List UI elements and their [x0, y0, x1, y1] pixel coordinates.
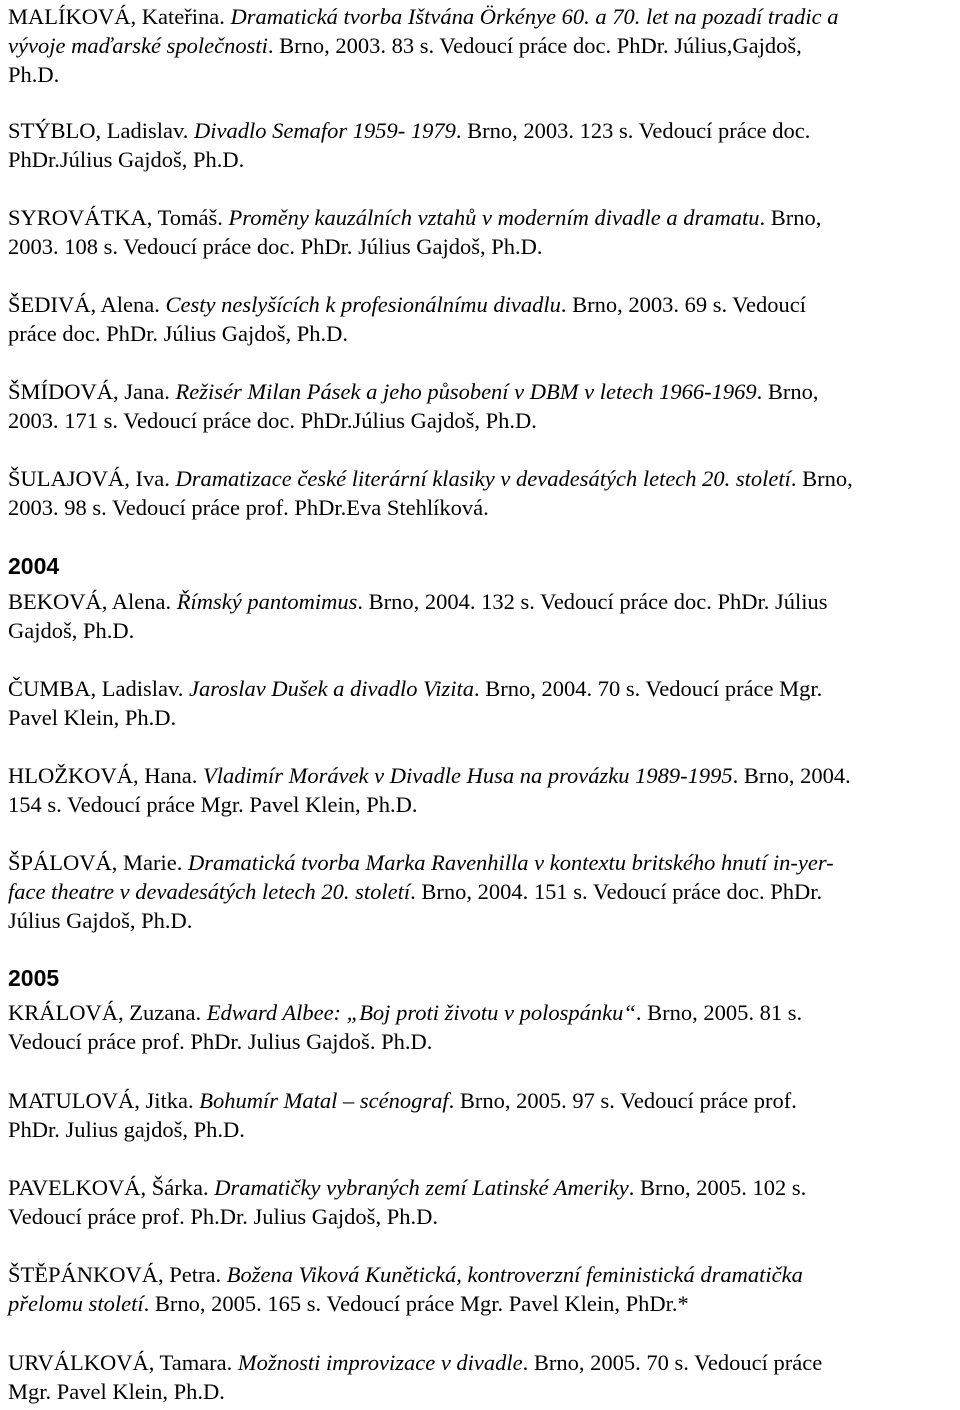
entry-title-text: Edward Albee: „Boj proti životu v polospánku“ — [206, 1000, 636, 1025]
entry-text: . Brno, 2005. 81 s. — [635, 1000, 803, 1025]
entry-title-text: Bohumír Matal – scénograf — [199, 1088, 449, 1113]
entry-text: KRÁLOVÁ, Zuzana. — [8, 1000, 207, 1025]
entry-title-text: Cesty neslyšících k profesionálnímu divadlu — [165, 292, 561, 317]
entry-text: ŠULAJOVÁ, Iva. — [8, 466, 176, 491]
entry-text: ŠTĚPÁNKOVÁ, Petra. — [8, 1262, 227, 1287]
entry-text: . Brno, 2003. 83 s. Vedoucí práce doc. PhDr. Július,Gajdoš, — [267, 33, 802, 58]
bib-entry-cumba-line-2 — [8, 705, 176, 731]
entry-title-text: Možnosti improvizace v divadle — [237, 1350, 523, 1375]
bib-entry-syrovatka-line-2 — [8, 234, 543, 260]
entry-text: ŠEDIVÁ, Alena. — [8, 292, 166, 317]
bib-entry-spalova-line-3 — [8, 908, 192, 934]
bib-entry-styblo-line-2 — [8, 147, 244, 173]
year-heading-2005: 2005 — [8, 965, 60, 991]
entry-text: . Brno, 2005. 97 s. Vedoucí práce prof. — [448, 1088, 797, 1113]
bib-entry-bekova-line-1 — [8, 589, 828, 615]
entry-text: . Brno, 2005. 70 s. Vedoucí práce — [522, 1350, 823, 1375]
entry-text: Vedoucí práce prof. PhDr. Julius Gajdoš. Ph.D. — [8, 1029, 433, 1054]
entry-text: BEKOVÁ, Alena. — [8, 589, 177, 614]
bib-entry-stepankova-line-2 — [8, 1291, 689, 1317]
entry-text: . Brno, 2005. 165 s. Vedoucí práce Mgr. Pavel Klein, PhDr.* — [143, 1291, 689, 1316]
entry-text: MALÍKOVÁ, Kateřina. — [8, 4, 231, 29]
bib-entry-stepankova-line-1 — [8, 1262, 803, 1288]
entry-text: STÝBLO, Ladislav. — [8, 118, 195, 143]
bib-entry-pavelkova-line-1 — [8, 1175, 806, 1201]
entry-text: . Brno, — [756, 379, 819, 404]
bib-entry-pavelkova-line-2 — [8, 1204, 438, 1230]
bib-entry-sulajova-line-2 — [8, 495, 489, 521]
bib-entry-sulajova-line-1 — [8, 466, 853, 492]
entry-title-text: Dramatičky vybraných zemí Latinské Ameriky — [214, 1175, 629, 1200]
entry-text: . Brno, 2003. 69 s. Vedoucí — [560, 292, 807, 317]
entry-title-text: přelomu století — [8, 1291, 144, 1316]
year-heading-2004: 2004 — [8, 553, 60, 579]
entry-text: . Brno, 2004. — [732, 763, 851, 788]
entry-text: Ph.D. — [8, 62, 60, 87]
entry-text: Mgr. Pavel Klein, Ph.D. — [8, 1379, 225, 1404]
entry-text: ŠMÍDOVÁ, Jana. — [8, 379, 176, 404]
entry-text: PAVELKOVÁ, Šárka. — [8, 1175, 215, 1200]
bib-entry-malikova-line-2 — [8, 33, 802, 59]
bib-entry-sediva-line-2 — [8, 321, 348, 347]
bib-entry-sediva-line-1 — [8, 292, 806, 318]
entry-text: . Brno, — [759, 205, 822, 230]
entry-title-text: Dramatizace české literární klasiky v devadesátých letech 20. století — [175, 466, 791, 491]
bib-entry-hlozkova-line-2 — [8, 792, 418, 818]
entry-title-text: Divadlo Semafor 1959- 1979 — [194, 118, 456, 143]
entry-title-text: Dramatická tvorba Marka Ravenhilla v kontextu britského hnutí in-yer- — [188, 850, 834, 875]
entry-text: PhDr.Július Gajdoš, Ph.D. — [8, 147, 245, 172]
bib-entry-smidova-line-1 — [8, 379, 818, 405]
entry-title-text: Jaroslav Dušek a divadlo Vizita — [189, 676, 474, 701]
entry-text: HLOŽKOVÁ, Hana. — [8, 763, 203, 788]
bib-entry-kralova-line-2 — [8, 1029, 432, 1055]
entry-title-text: Římský pantomimus — [176, 589, 358, 614]
bib-entry-cumba-line-1 — [8, 676, 822, 702]
bib-entry-styblo-line-1 — [8, 118, 810, 144]
entry-text: 2003. 108 s. Vedoucí práce doc. PhDr. Július Gajdoš, Ph.D. — [8, 234, 543, 259]
entry-title-text: Dramatická tvorba Ištvána Örkénye 60. a 70. let na pozadí tradic a — [230, 4, 839, 29]
entry-text: . Brno, 2005. 102 s. — [628, 1175, 807, 1200]
entry-text: SYROVÁTKA, Tomáš. — [8, 205, 229, 230]
entry-text: . Brno, — [790, 466, 853, 491]
bib-entry-malikova-line-1 — [8, 4, 838, 30]
entry-title-text: face theatre v devadesátých letech 20. století — [8, 879, 411, 904]
entry-text: . Brno, 2004. 132 s. Vedoucí práce doc. PhDr. Július — [357, 589, 828, 614]
entry-title-text: Vladimír Morávek v Divadle Husa na provázku 1989-1995 — [202, 763, 733, 788]
entry-text: 2003. 98 s. Vedoucí práce prof. PhDr.Eva Stehlíková. — [8, 495, 489, 520]
entry-text: Július Gajdoš, Ph.D. — [8, 908, 193, 933]
bib-entry-kralova-line-1 — [8, 1000, 802, 1026]
bib-entry-matulova-line-1 — [8, 1088, 797, 1114]
entry-text: URVÁLKOVÁ, Tamara. — [8, 1350, 238, 1375]
bib-entry-hlozkova-line-1 — [8, 763, 851, 789]
entry-text: . Brno, 2004. 151 s. Vedoucí práce doc. PhDr. — [410, 879, 823, 904]
entry-text: ČUMBA, Ladislav. — [8, 676, 190, 701]
entry-title-text: Proměny kauzálních vztahů v moderním divadle a dramatu — [228, 205, 760, 230]
entry-text: PhDr. Julius gajdoš, Ph.D. — [8, 1117, 245, 1142]
bib-entry-urvalkova-line-2 — [8, 1379, 225, 1405]
bib-entry-matulova-line-2 — [8, 1117, 245, 1143]
bib-entry-urvalkova-line-1 — [8, 1350, 822, 1376]
entry-text: . Brno, 2004. 70 s. Vedoucí práce Mgr. — [474, 676, 823, 701]
entry-text: . Brno, 2003. 123 s. Vedoucí práce doc. — [455, 118, 811, 143]
bib-entry-syrovatka-line-1 — [8, 205, 821, 231]
entry-text: práce doc. PhDr. Július Gajdoš, Ph.D. — [8, 321, 348, 346]
entry-text: 2003. 171 s. Vedoucí práce doc. PhDr.Július Gajdoš, Ph.D. — [8, 408, 537, 433]
entry-text: ŠPÁLOVÁ, Marie. — [8, 850, 188, 875]
bib-entry-bekova-line-2 — [8, 618, 134, 644]
entry-text: Gajdoš, Ph.D. — [8, 618, 135, 643]
bib-entry-spalova-line-2 — [8, 879, 822, 905]
entry-text: MATULOVÁ, Jitka. — [8, 1088, 200, 1113]
entry-title-text: vývoje maďarské společnosti — [8, 33, 268, 58]
bib-entry-smidova-line-2 — [8, 408, 537, 434]
entry-text: 154 s. Vedoucí práce Mgr. Pavel Klein, Ph.D. — [8, 792, 418, 817]
entry-title-text: Režisér Milan Pásek a jeho působení v DBM v letech 1966-1969 — [175, 379, 757, 404]
bib-entry-malikova-line-3 — [8, 62, 59, 88]
bib-entry-spalova-line-1 — [8, 850, 834, 876]
entry-text: Pavel Klein, Ph.D. — [8, 705, 177, 730]
entry-title-text: Božena Viková Kunětická, kontroverzní feministická dramatička — [226, 1262, 803, 1287]
entry-text: Vedoucí práce prof. Ph.Dr. Julius Gajdoš, Ph.D. — [8, 1204, 438, 1229]
